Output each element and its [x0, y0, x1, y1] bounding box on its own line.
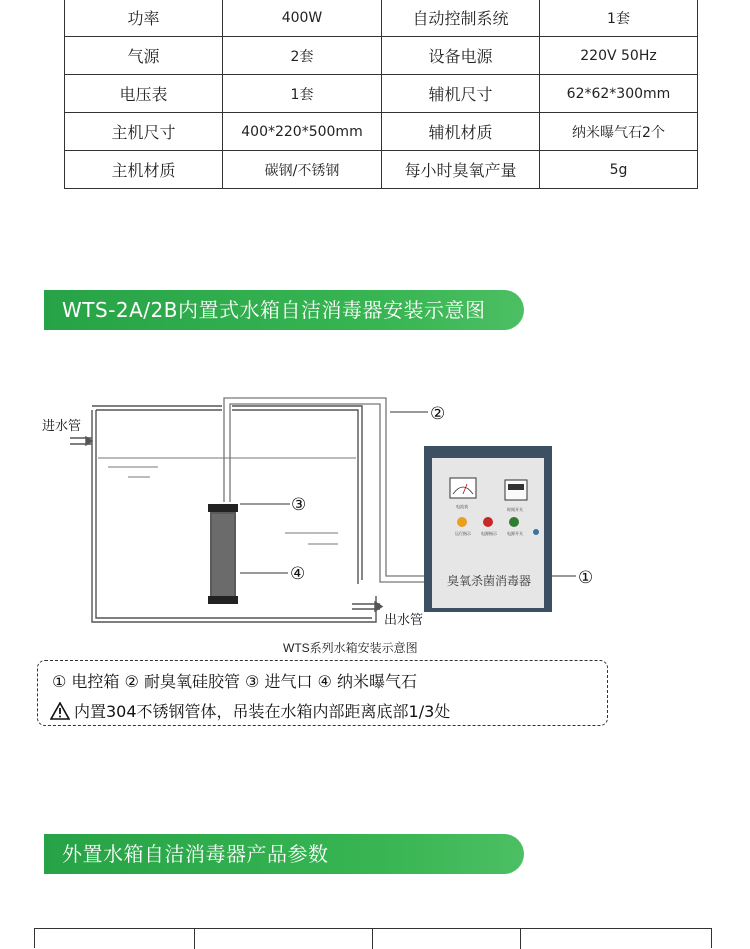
- run-indicator-icon: [457, 517, 467, 527]
- table-row: [65, 37, 698, 75]
- outlet-pipe-label: 出水管: [384, 612, 424, 627]
- table-cell: 纳米曝气石2个: [540, 113, 698, 151]
- spec-table: [64, 0, 698, 189]
- power-switch-icon: [509, 517, 519, 527]
- table-cell: 400W: [223, 0, 382, 37]
- table-row: [65, 113, 698, 151]
- section-title-external-params: 外置水箱自洁消毒器产品参数: [44, 834, 524, 874]
- outlet-pipe: [352, 602, 382, 611]
- section-title-installation: WTS-2A/2B内置式水箱自洁消毒器安装示意图: [44, 290, 524, 330]
- legend-box: [37, 660, 608, 726]
- aeration-stone: [208, 504, 238, 604]
- table-cell: 辅机尺寸: [382, 75, 540, 113]
- table-divider: [372, 929, 373, 949]
- marker-2: ②: [430, 404, 446, 424]
- control-box: [424, 446, 552, 612]
- table-cell: 1套: [540, 0, 698, 37]
- table-cell: 1套: [223, 75, 382, 113]
- marker-4: ④: [290, 564, 306, 584]
- table-cell: 设备电源: [382, 37, 540, 75]
- legend-note-text: 内置304不锈钢管体，吊装在水箱内部距离底部1/3处: [74, 702, 451, 721]
- ammeter-icon: [450, 478, 476, 498]
- table-cell: 气源: [65, 37, 223, 75]
- table-row: [65, 0, 698, 37]
- table-divider: [520, 929, 521, 949]
- inlet-pipe-label: 进水管: [42, 418, 82, 433]
- external-spec-table: [34, 928, 712, 948]
- table-cell: 主机材质: [65, 151, 223, 189]
- installation-diagram: [0, 380, 750, 660]
- warning-icon: [50, 702, 70, 720]
- table-cell: 辅机材质: [382, 113, 540, 151]
- table-cell: 功率: [65, 0, 223, 37]
- run-indicator-label: 运行指示: [455, 531, 471, 536]
- table-cell: 220V 50Hz: [540, 37, 698, 75]
- silicone-tube: [224, 398, 424, 582]
- power-indicator-label: 电源指示: [481, 531, 497, 536]
- legend-items: ① 电控箱 ② 耐臭氧硅胶管 ③ 进气口 ④ 纳米曝气石: [52, 672, 417, 691]
- table-cell: 自动控制系统: [382, 0, 540, 37]
- device-name: 臭氧杀菌消毒器: [447, 574, 532, 588]
- diagram-caption: WTS系列水箱安装示意图: [283, 641, 418, 655]
- meter-label: 电流表: [456, 504, 468, 509]
- marker-1: ①: [578, 568, 594, 588]
- table-cell: 每小时臭氧产量: [382, 151, 540, 189]
- table-cell: 5g: [540, 151, 698, 189]
- inlet-pipe: [70, 437, 92, 445]
- marker-3: ③: [291, 495, 307, 515]
- legend-note: [50, 699, 450, 722]
- table-cell: 电压表: [65, 75, 223, 113]
- table-cell: 碳钢/不锈钢: [223, 151, 382, 189]
- table-row: [65, 75, 698, 113]
- table-cell: 62*62*300mm: [540, 75, 698, 113]
- table-cell: 2套: [223, 37, 382, 75]
- table-cell: 400*220*500mm: [223, 113, 382, 151]
- timer-label: 时间开关: [507, 507, 523, 512]
- power-indicator-icon: [483, 517, 493, 527]
- table-cell: 主机尺寸: [65, 113, 223, 151]
- table-divider: [194, 929, 195, 949]
- table-row: [65, 151, 698, 189]
- power-switch-label: 电源开关: [507, 531, 523, 536]
